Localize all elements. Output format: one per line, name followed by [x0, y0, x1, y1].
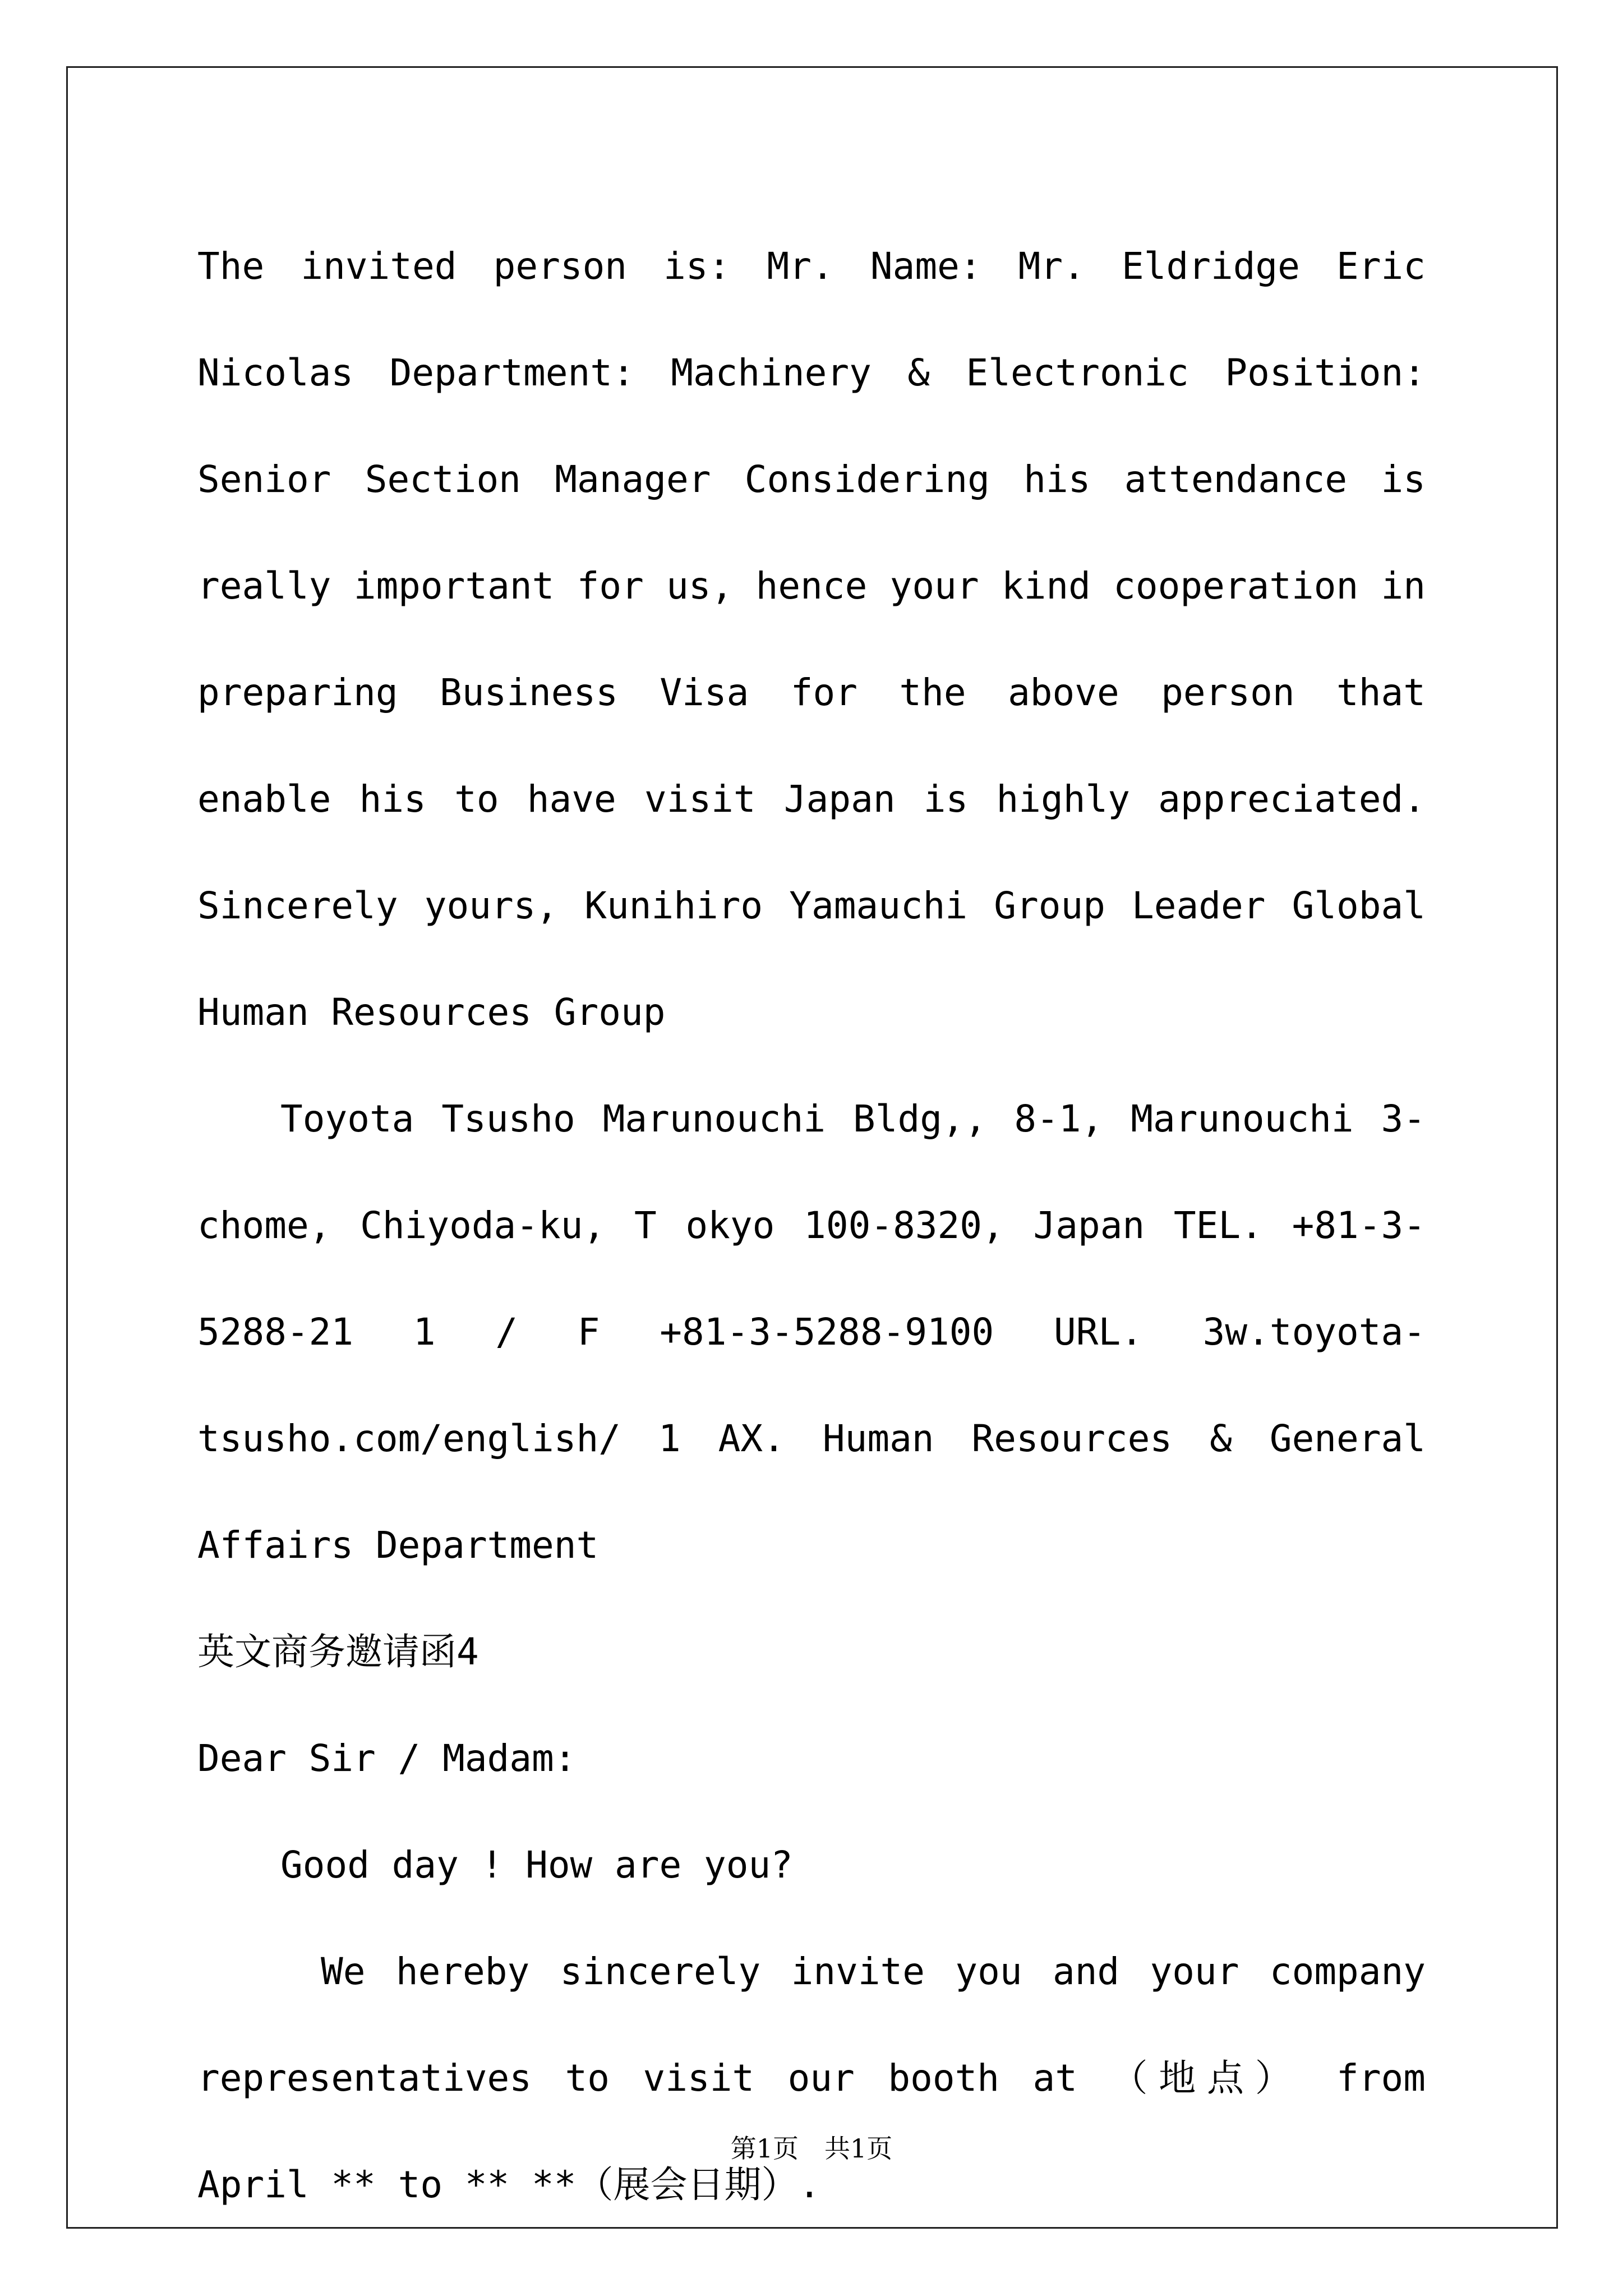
greeting: Good day ! How are you?	[280, 1843, 793, 1887]
paragraph-company-address: Toyota Tsusho Marunouchi Bldg,, 8-1, Marunouchi 3-chome, Chiyoda-ku, T okyo 100-8320, Japan TEL. +81-3-5288-21 1 / F +81-3-5288-9100 URL. 3w.toyota-tsusho.com/english/ 1 AX. Human Resources & General Affairs Department	[197, 1097, 1426, 1567]
paragraph-invitation: We hereby sincerely invite you and your company representatives to visit our booth at （地点） from April ** to ** **（展会日期）.	[197, 1950, 1426, 2206]
section-heading: 英文商务邀请函4	[197, 1630, 479, 1673]
document-body	[197, 213, 1426, 2238]
paragraph-invited-person: The invited person is: Mr. Name: Mr. Eldridge Eric Nicolas Department: Machinery & Electronic Position: Senior Section Manager Considering his attendance is really important for us, hence your kind cooperation in preparing Business Visa for the above person that enable his to have visit Japan is highly appreciated. Sincerely yours, Kunihiro Yamauchi Group Leader Global Human Resources Group	[197, 245, 1426, 1034]
page-footer: 第1页 共1页	[730, 2133, 893, 2164]
salutation: Dear Sir / Madam:	[197, 1737, 577, 1780]
